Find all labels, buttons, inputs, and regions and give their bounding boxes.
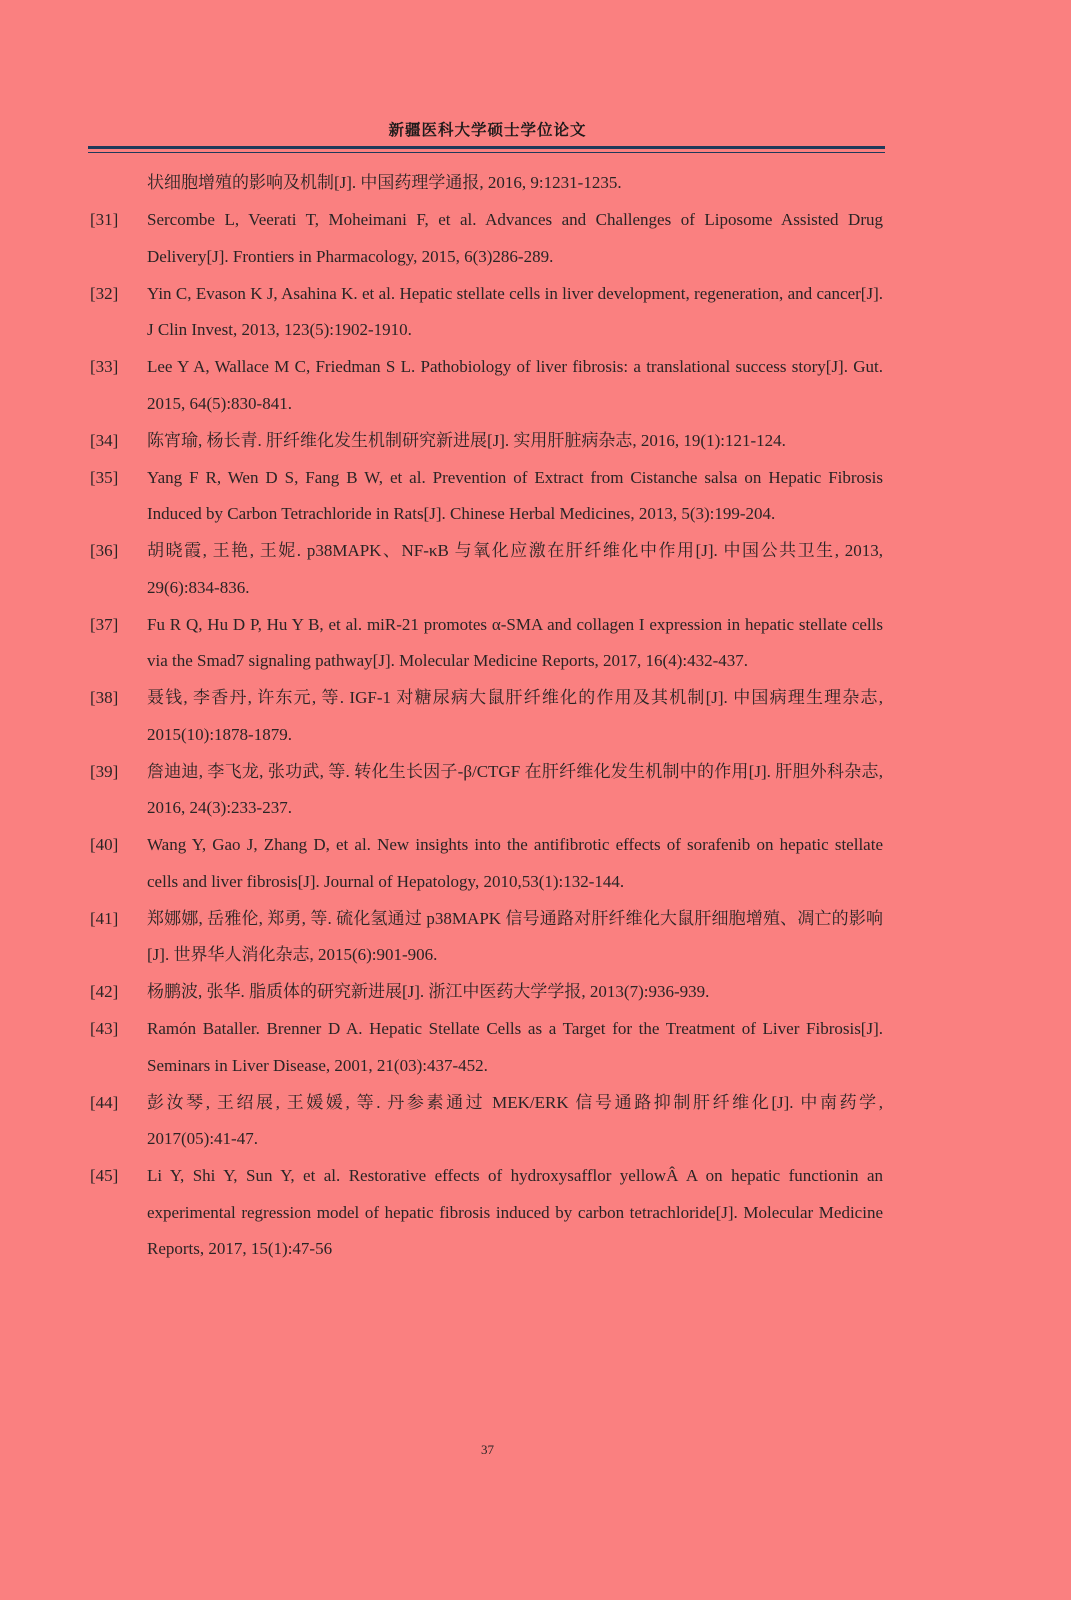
- reference-continuation: 状细胞增殖的影响及机制[J]. 中国药理学通报, 2016, 9:1231-1235.: [147, 173, 622, 192]
- reference-text: Yin C, Evason K J, Asahina K. et al. Hepatic stellate cells in liver development, regeneration, and cancer[J]. J Clin Invest, 2013, 123(5):1902-1910.: [147, 283, 883, 339]
- reference-text: 胡晓霞, 王艳, 王妮. p38MAPK、NF-κB 与氧化应激在肝纤维化中作用[J]. 中国公共卫生, 2013, 29(6):834-836.: [147, 541, 883, 597]
- reference-number: [31]: [90, 210, 119, 229]
- reference-number: [37]: [90, 614, 119, 634]
- reference-item: [90, 827, 883, 900]
- reference-text: Lee Y A, Wallace M C, Friedman S L. Pathobiology of liver fibrosis: a translational success story[J]. Gut. 2015, 64(5):830-841.: [147, 357, 883, 413]
- reference-item: [90, 460, 883, 533]
- header-rule-thick: [88, 146, 885, 149]
- reference-text: Fu R Q, Hu D P, Hu Y B, et al. miR-21 promotes α-SMA and collagen I expression in hepatic stellate cells via the Smad7 signaling pathway[J]. Molecular Medicine Reports, 2017, 16(4):432-437.: [147, 614, 883, 670]
- reference-text: Li Y, Shi Y, Sun Y, et al. Restorative effects of hydroxysafflor yellowÂ A on hepatic functionin an experimental regression model of hepatic fibrosis induced by carbon tetrachloride[J]. Molecular Medicine Reports, 2017, 15(1):47-56: [147, 1166, 883, 1258]
- reference-text: Wang Y, Gao J, Zhang D, et al. New insights into the antifibrotic effects of sorafenib on hepatic stellate cells and liver fibrosis[J]. Journal of Hepatology, 2010,53(1):132-144.: [147, 835, 883, 891]
- reference-item: [90, 974, 883, 1011]
- header-rule-thin: [88, 152, 885, 153]
- thesis-header-title: 新疆医科大学硕士学位论文: [388, 121, 587, 139]
- reference-number: [39]: [90, 761, 119, 781]
- reference-text: 杨鹏波, 张华. 脂质体的研究新进展[J]. 浙江中医药大学学报, 2013(7):936-939.: [147, 982, 710, 1001]
- page-number: 37: [481, 1442, 494, 1457]
- reference-item: [90, 607, 883, 680]
- reference-text: 郑娜娜, 岳雅伦, 郑勇, 等. 硫化氢通过 p38MAPK 信号通路对肝纤维化大鼠肝细胞增殖、凋亡的影响[J]. 世界华人消化杂志, 2015(6):901-906.: [147, 908, 883, 964]
- reference-list: [90, 165, 883, 1268]
- reference-item: [90, 349, 883, 422]
- reference-text: 詹迪迪, 李飞龙, 张功武, 等. 转化生长因子-β/CTGF 在肝纤维化发生机制中的作用[J]. 肝胆外科杂志, 2016, 24(3):233-237.: [147, 761, 883, 817]
- reference-item: [90, 754, 883, 827]
- reference-item: [90, 901, 883, 974]
- reference-text: Ramón Bataller. Brenner D A. Hepatic Stellate Cells as a Target for the Treatment of Liver Fibrosis[J]. Seminars in Liver Disease, 2001, 21(03):437-452.: [147, 1019, 883, 1075]
- reference-text: 聂钱, 李香丹, 许东元, 等. IGF-1 对糖尿病大鼠肝纤维化的作用及其机制[J]. 中国病理生理杂志, 2015(10):1878-1879.: [147, 688, 883, 744]
- reference-number: [33]: [90, 357, 119, 376]
- reference-item: [90, 1158, 883, 1268]
- reference-number: [38]: [90, 688, 119, 707]
- reference-number: [35]: [90, 467, 119, 487]
- reference-number: [40]: [90, 835, 119, 854]
- reference-text: Sercombe L, Veerati T, Moheimani F, et al. Advances and Challenges of Liposome Assisted Drug Delivery[J]. Frontiers in Pharmacology, 2015, 6(3)286-289.: [147, 210, 883, 266]
- reference-text: 陈宵瑜, 杨长青. 肝纤维化发生机制研究新进展[J]. 实用肝脏病杂志, 2016, 19(1):121-124.: [147, 430, 786, 450]
- reference-item: [90, 423, 883, 460]
- reference-items: [90, 202, 883, 1268]
- reference-number: [34]: [90, 430, 119, 450]
- reference-item: [90, 276, 883, 349]
- reference-item: [90, 1011, 883, 1084]
- reference-number: [44]: [90, 1092, 119, 1112]
- reference-item: [90, 533, 883, 606]
- reference-number: [36]: [90, 541, 119, 560]
- reference-number: [45]: [90, 1166, 119, 1185]
- reference-number: [43]: [90, 1019, 119, 1038]
- reference-number: [32]: [90, 283, 119, 303]
- reference-number: [42]: [90, 982, 119, 1001]
- reference-text: 彭汝琴, 王绍展, 王媛媛, 等. 丹参素通过 MEK/ERK 信号通路抑制肝纤维化[J]. 中南药学, 2017(05):41-47.: [147, 1092, 883, 1148]
- reference-item: [90, 680, 883, 753]
- reference-number: [41]: [90, 908, 119, 928]
- reference-text: Yang F R, Wen D S, Fang B W, et al. Prevention of Extract from Cistanche salsa on Hepatic Fibrosis Induced by Carbon Tetrachloride in Rats[J]. Chinese Herbal Medicines, 2013, 5(3):199-204.: [147, 467, 883, 523]
- reference-item: [90, 1085, 883, 1158]
- reference-item: [90, 202, 883, 275]
